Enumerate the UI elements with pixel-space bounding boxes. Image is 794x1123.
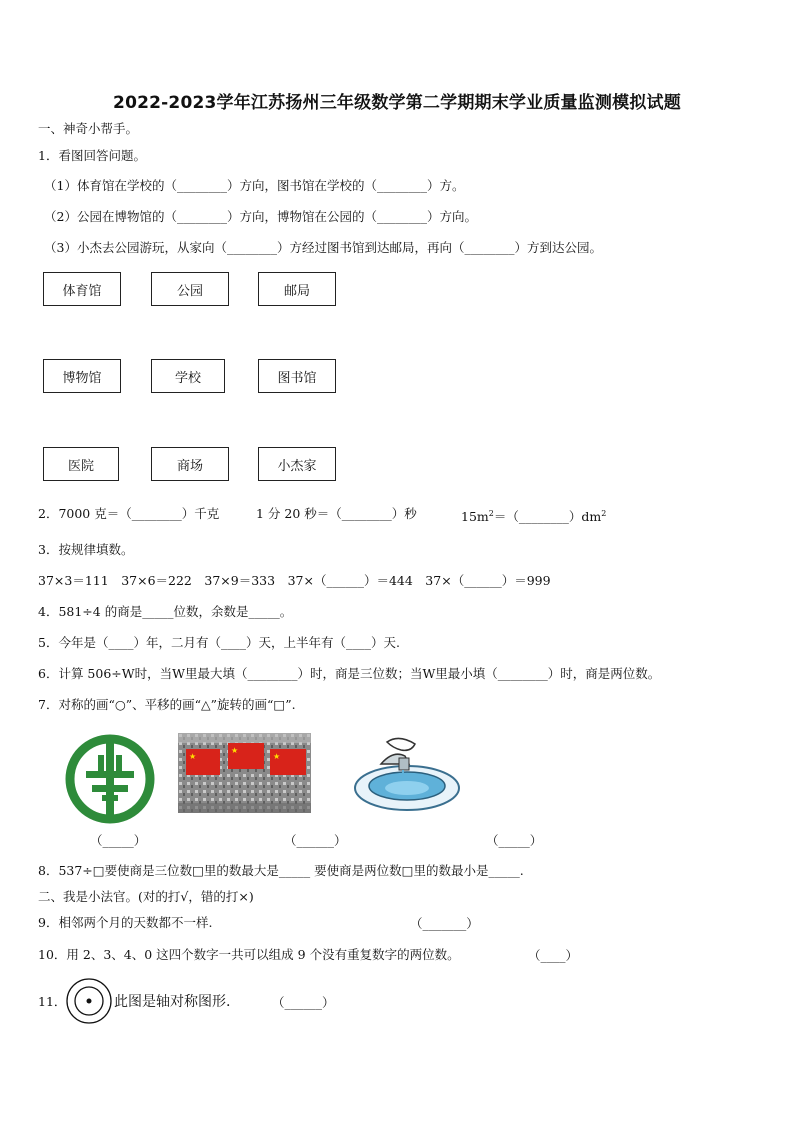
question-1-part-1: （1）体育馆在学校的（________）方向，图书馆在学校的（________）方。: [44, 178, 465, 193]
question-1-part-3: （3）小杰去公园游玩，从家向（________）方经过图书馆到达邮局，再向（________）方到达公园。: [44, 240, 602, 255]
map-box-museum: 博物馆: [43, 359, 121, 393]
svg-text:★: ★: [273, 752, 281, 761]
question-3-stem: 3．按规律填数。: [38, 542, 134, 557]
question-7-answer-3[interactable]: （_____）: [486, 833, 543, 848]
flags-over-city-image: [178, 733, 311, 813]
question-10-answer[interactable]: （____）: [528, 948, 579, 963]
sink-faucet-image: [343, 730, 461, 816]
map-box-post-office: 邮局: [258, 272, 336, 306]
section-1-heading: 一、神奇小帮手。: [38, 121, 139, 136]
question-8: 8．537÷□要使商是三位数□里的数最大是_____ 要使商是两位数□里的数最小是_____.: [38, 863, 524, 878]
svg-text:★: ★: [189, 752, 197, 761]
map-box-home: 小杰家: [258, 447, 336, 481]
map-box-school: 学校: [151, 359, 225, 393]
map-box-gym: 体育馆: [43, 272, 121, 306]
map-box-park: 公园: [151, 272, 229, 306]
question-11-number: 11．: [38, 994, 67, 1009]
question-5: 5．今年是（____）年，二月有（____）天，上半年有（____）天.: [38, 635, 400, 650]
question-2-part-a: 2．7000 克＝（________）千克: [38, 506, 220, 521]
question-7-answer-1[interactable]: （_____）: [90, 833, 147, 848]
question-7-answer-2[interactable]: （______）: [284, 833, 347, 848]
section-2-heading: 二、我是小法官。(对的打√，错的打×): [38, 889, 254, 904]
question-3-sequence: 37×3＝111 37×6＝222 37×9＝333 37×（______）＝444 37×（______）＝999: [38, 573, 551, 588]
question-2-part-c: $15m^2=(\_\_\_\_\_\_\_\_)dm^2$: [461, 509, 607, 525]
question-6: 6．计算 506÷W时，当W里最大填（________）时，商是三位数；当W里最小填（________）时，商是两位数。: [38, 666, 661, 681]
question-4: 4．581÷4 的商是_____位数，余数是_____。: [38, 604, 293, 619]
map-box-library: 图书馆: [258, 359, 336, 393]
map-box-hospital: 医院: [43, 447, 119, 481]
question-11-answer[interactable]: （______）: [272, 995, 335, 1010]
concentric-circles-figure: [65, 977, 113, 1025]
question-9: 9．相邻两个月的天数都不一样.: [38, 915, 213, 930]
question-9-answer[interactable]: （_______）: [410, 916, 479, 931]
question-11: 此图是轴对称图形.: [114, 994, 231, 1010]
bank-logo-image: [64, 733, 156, 825]
question-10: 10．用 2、3、4、0 这四个数字一共可以组成 9 个没有重复数字的两位数。: [38, 947, 460, 962]
map-box-mall: 商场: [151, 447, 229, 481]
page-title: 2022-2023学年江苏扬州三年级数学第二学期期末学业质量监测模拟试题: [113, 93, 681, 113]
question-7-stem: 7．对称的画“○”、平移的画“△”旋转的画“□”.: [38, 697, 296, 712]
question-1-stem: 1．看图回答问题。: [38, 148, 146, 163]
svg-text:★: ★: [231, 746, 239, 755]
question-2-part-b: 1 分 20 秒＝（________）秒: [256, 506, 417, 521]
question-1-part-2: （2）公园在博物馆的（________）方向，博物馆在公园的（________）方向。: [44, 209, 477, 224]
